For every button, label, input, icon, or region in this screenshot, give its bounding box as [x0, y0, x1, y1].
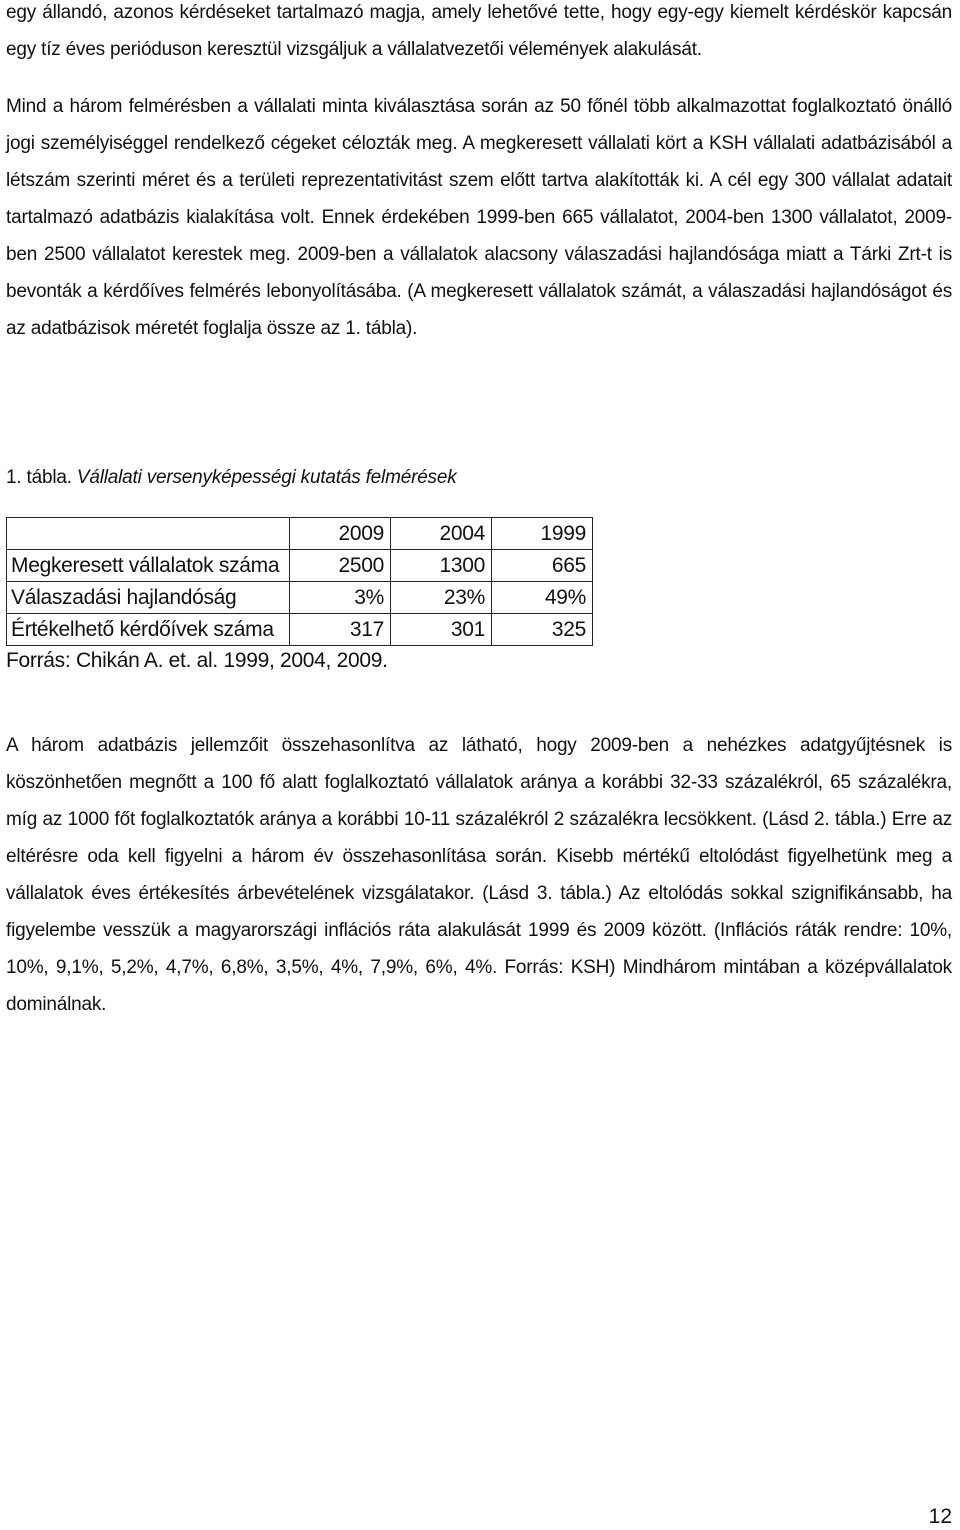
intro-paragraph: egy állandó, azonos kérdéseket tartalmazó magja, amely lehetővé tette, hogy egy-egy kiemelt kérdéskör kapcsán egy tíz éves perióduson keresztül vizsgáljuk a vállalatvezetői vélemények alakulását. [6, 2, 952, 60]
table-header-cell [7, 518, 290, 550]
table-row [7, 550, 593, 582]
table-row [7, 614, 593, 646]
table-caption-title: Vállalati versenyképességi kutatás felmérések [71, 467, 457, 488]
comparison-paragraph: A három adatbázis jellemzőit összehasonlítva az látható, hogy 2009-ben a nehézkes adatgyűjtésnek is köszönhetően megnőtt a 100 fő alatt foglalkoztató vállalatok aránya a korábbi 32-33 százalékról, 65 százalékra, míg az 1000 főt foglalkoztatók aránya a korábbi 10-11 százalékról 2 százalékra lecsökkent. (Lásd 2. tábla.) Erre az eltérésre oda kell figyelni a három év összehasonlítása során. Kisebb mértékű eltolódást figyelhetünk meg a vállalatok éves értékesítés árbevételének vizsgálatakor. (Lásd 3. tábla.) Az eltolódás sokkal szignifikánsabb, ha figyelembe vesszük a magyarországi inflációs ráta alakulását 1999 és 2009 között. (Inflációs ráták rendre: 10%, 10%, 9,1%, 5,2%, 4,7%, 6,8%, 3,5%, 4%, 7,9%, 6%, 4%. Forrás: KSH) Mindhárom mintában a középvállalatok dominálnak. [6, 735, 952, 1015]
table-caption [6, 465, 457, 491]
table-cell: 2500 [290, 550, 391, 582]
table-header-cell: 1999 [492, 518, 593, 550]
table-header-row [7, 518, 593, 550]
table-row-label: Értékelhető kérdőívek száma [7, 614, 290, 646]
table-row [7, 582, 593, 614]
table-cell: 23% [391, 582, 492, 614]
table-cell: 317 [290, 614, 391, 646]
table-header-cell: 2009 [290, 518, 391, 550]
table-cell: 665 [492, 550, 593, 582]
page-number: 12 [928, 1505, 952, 1528]
table-row-label: Megkeresett vállalatok száma [7, 550, 290, 582]
table-row-label: Válaszadási hajlandóság [7, 582, 290, 614]
survey-table [6, 517, 593, 646]
table-cell: 325 [492, 614, 593, 646]
table-cell: 3% [290, 582, 391, 614]
table-source: Forrás: Chikán A. et. al. 1999, 2004, 2009. [6, 649, 388, 672]
table-cell: 49% [492, 582, 593, 614]
table-header-cell: 2004 [391, 518, 492, 550]
table-caption-number: 1. tábla. [6, 467, 72, 488]
table-cell: 1300 [391, 550, 492, 582]
table-cell: 301 [391, 614, 492, 646]
method-paragraph: Mind a három felmérésben a vállalati minta kiválasztása során az 50 főnél több alkalmazottat foglalkoztató önálló jogi személyiséggel rendelkező cégeket célozták meg. A megkeresett vállalati kört a KSH vállalati adatbázisából a létszám szerinti méret és a területi reprezentativitást szem előtt tartva alakították ki. A cél egy 300 vállalat adatait tartalmazó adatbázis kialakítása volt. Ennek érdekében 1999-ben 665 vállalatot, 2004-ben 1300 vállalatot, 2009-ben 2500 vállalatot kerestek meg. 2009-ben a vállalatok alacsony válaszadási hajlandósága miatt a Tárki Zrt-t is bevonták a kérdőíves felmérés lebonyolításába. (A megkeresett vállalatok számát, a válaszadási hajlandóságot és az adatbázisok méretét foglalja össze az 1. tábla). [6, 96, 952, 339]
